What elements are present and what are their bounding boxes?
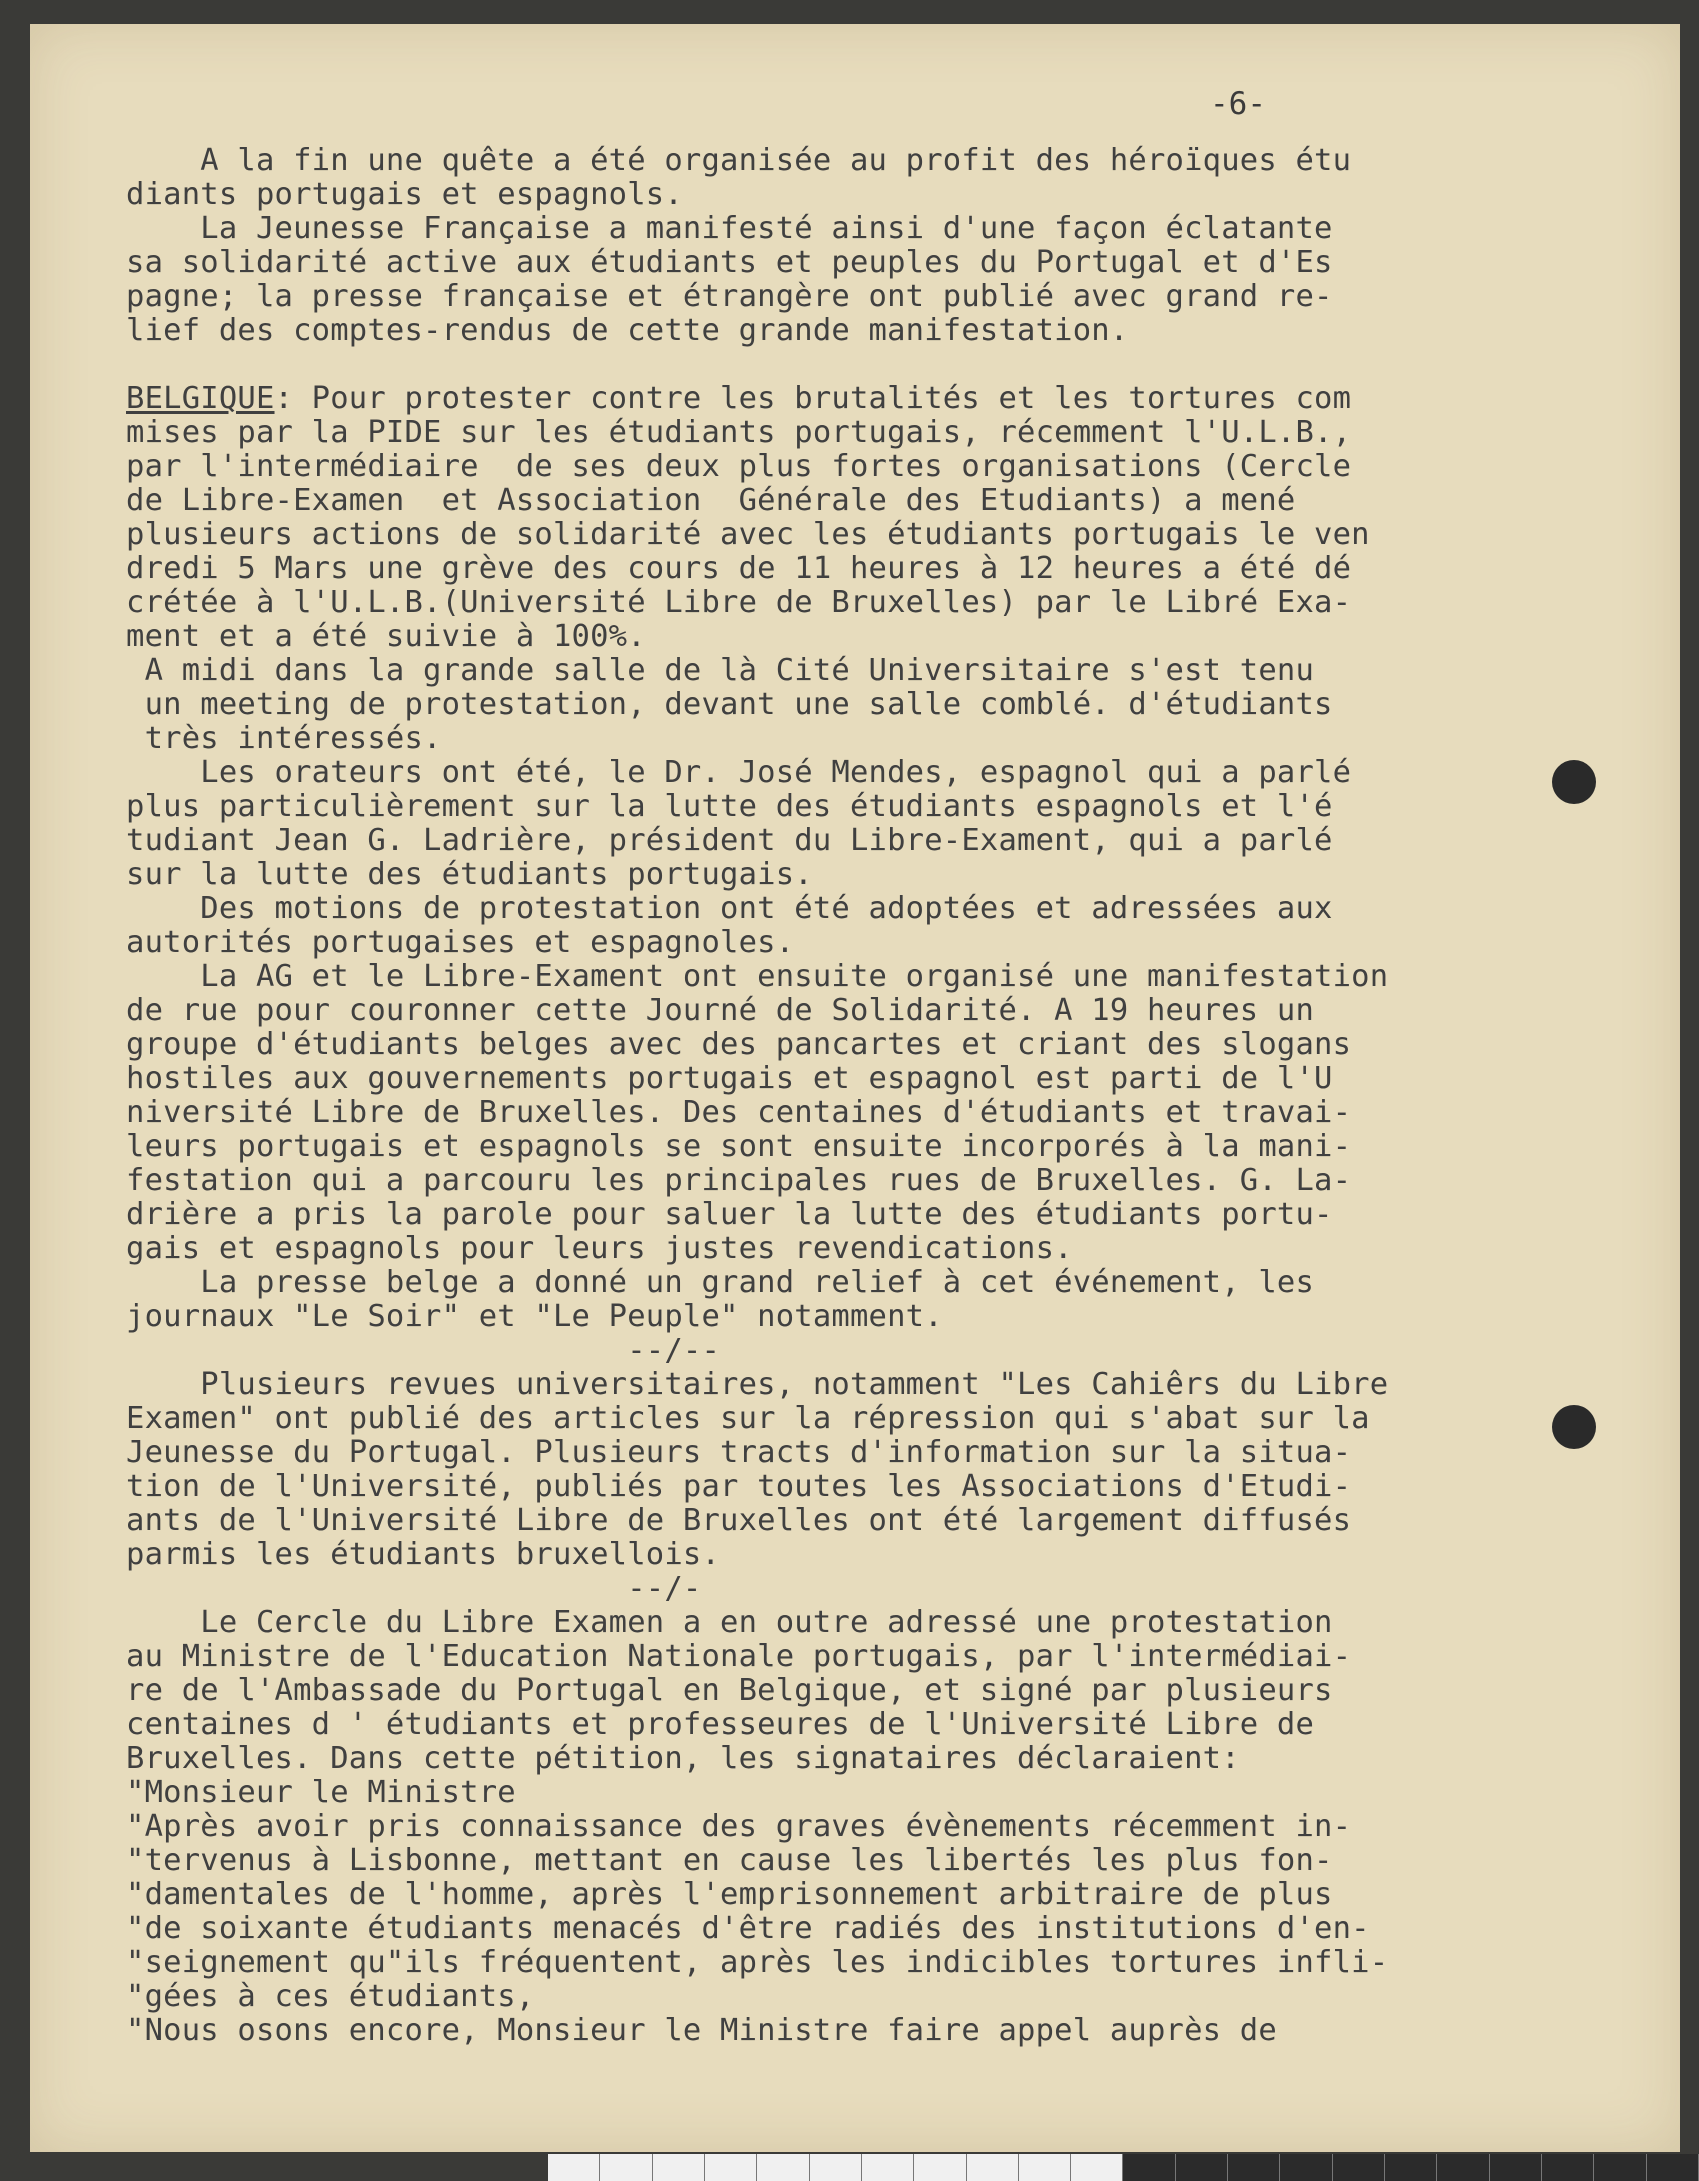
scale-segment — [1333, 2154, 1385, 2181]
text-line: : Pour protester contre les brutalités et les tortures com — [274, 381, 1352, 416]
document-page — [30, 24, 1680, 2152]
text-line: groupe d'étudiants belges avec des pancartes et criant des slogans — [126, 1027, 1352, 1062]
text-line: diants portugais et espagnols. — [126, 177, 683, 212]
scale-segment — [548, 2154, 600, 2181]
text-line: La presse belge a donné un grand relief à cet événement, les — [126, 1265, 1315, 1300]
text-line: A la fin une quête a été organisée au profit des héroïques étu — [126, 143, 1352, 178]
scale-segment — [1228, 2154, 1280, 2181]
scale-segment — [810, 2154, 862, 2181]
scale-segment — [653, 2154, 705, 2181]
scale-segment — [1490, 2154, 1542, 2181]
scale-segment — [757, 2154, 809, 2181]
text-line: de Libre-Examen et Association Générale des Etudiants) a mené — [126, 483, 1296, 518]
text-line: ment et a été suivie à 100%. — [126, 619, 646, 654]
text-line: drière a pris la parole pour saluer la lutte des étudiants portu- — [126, 1197, 1333, 1232]
text-line: "damentales de l'homme, après l'emprisonnement arbitraire de plus — [126, 1877, 1333, 1912]
text-line: pagne; la presse française et étrangère ont publié avec grand re- — [126, 279, 1333, 314]
separator: --/- — [126, 1571, 702, 1606]
text-line: Bruxelles. Dans cette pétition, les signataires déclaraient: — [126, 1741, 1240, 1776]
text-line: mises par la PIDE sur les étudiants portugais, récemment l'U.L.B., — [126, 415, 1352, 450]
scale-segment — [1280, 2154, 1332, 2181]
section-heading-belgique: BELGIQUE — [126, 381, 275, 416]
scale-segment — [1542, 2154, 1594, 2181]
scale-segment — [1176, 2154, 1228, 2181]
text-line: re de l'Ambassade du Portugal en Belgique, et signé par plusieurs — [126, 1673, 1333, 1708]
scale-segment — [1123, 2154, 1175, 2181]
scale-segment — [1647, 2154, 1699, 2181]
text-line: "Nous osons encore, Monsieur le Ministre faire appel auprès de — [126, 2013, 1277, 2048]
separator: --/-- — [126, 1333, 721, 1368]
color-scale-bar — [548, 2154, 1699, 2181]
text-line: journaux "Le Soir" et "Le Peuple" notamment. — [126, 1299, 943, 1334]
text-line: tudiant Jean G. Ladrière, président du Libre-Exament, qui a parlé — [126, 823, 1333, 858]
text-line: leurs portugais et espagnols se sont ensuite incorporés à la mani- — [126, 1129, 1352, 1164]
paragraph-gap — [126, 348, 1606, 382]
scale-segment — [705, 2154, 757, 2181]
scale-segment — [600, 2154, 652, 2181]
punch-hole — [1552, 1405, 1596, 1449]
punch-hole — [1552, 760, 1596, 804]
text-line: centaines d ' étudiants et professeures de l'Université Libre de — [126, 1707, 1315, 1742]
scale-segment — [1594, 2154, 1646, 2181]
scale-segment — [914, 2154, 966, 2181]
text-line: au Ministre de l'Education Nationale portugais, par l'intermédiai- — [126, 1639, 1352, 1674]
text-line: niversité Libre de Bruxelles. Des centaines d'étudiants et travai- — [126, 1095, 1352, 1130]
text-line: Examen" ont publié des articles sur la répression qui s'abat sur la — [126, 1401, 1370, 1436]
text-line: un meeting de protestation, devant une salle comblé. d'étudiants — [126, 687, 1333, 722]
text-line: "seignement qu"ils fréquentent, après les indicibles tortures infli- — [126, 1945, 1389, 1980]
text-line: La Jeunesse Française a manifesté ainsi d'une façon éclatante — [126, 211, 1333, 246]
scale-segment — [1071, 2154, 1123, 2181]
text-line: crétée à l'U.L.B.(Université Libre de Bruxelles) par le Libré Exa- — [126, 585, 1352, 620]
body-text — [126, 144, 1606, 2048]
text-line: gais et espagnols pour leurs justes revendications. — [126, 1231, 1073, 1266]
text-line: très intéressés. — [126, 721, 442, 756]
text-line: hostiles aux gouvernements portugais et espagnol est parti de l'U — [126, 1061, 1333, 1096]
belgique-paragraph-first-line — [126, 382, 1606, 416]
text-line: ants de l'Université Libre de Bruxelles ont été largement diffusés — [126, 1503, 1352, 1538]
text-line: festation qui a parcouru les principales rues de Bruxelles. G. La- — [126, 1163, 1352, 1198]
text-line: Jeunesse du Portugal. Plusieurs tracts d'information sur la situa- — [126, 1435, 1352, 1470]
text-line: Les orateurs ont été, le Dr. José Mendes, espagnol qui a parlé — [126, 755, 1352, 790]
text-line: sur la lutte des étudiants portugais. — [126, 857, 813, 892]
text-line: Le Cercle du Libre Examen a en outre adressé une protestation — [126, 1605, 1333, 1640]
text-line: plusieurs actions de solidarité avec les étudiants portugais le ven — [126, 517, 1370, 552]
page-number: -6- — [1210, 86, 1266, 122]
scale-segment — [1437, 2154, 1489, 2181]
text-line: Des motions de protestation ont été adoptées et adressées aux — [126, 891, 1333, 926]
text-line: plus particulièrement sur la lutte des étudiants espagnols et l'é — [126, 789, 1333, 824]
text-line: sa solidarité active aux étudiants et peuples du Portugal et d'Es — [126, 245, 1333, 280]
text-line: "gées à ces étudiants, — [126, 1979, 535, 2014]
text-line: "tervenus à Lisbonne, mettant en cause les libertés les plus fon- — [126, 1843, 1333, 1878]
text-line: autorités portugaises et espagnoles. — [126, 925, 795, 960]
scale-segment — [1019, 2154, 1071, 2181]
scale-segment — [967, 2154, 1019, 2181]
text-line: lief des comptes-rendus de cette grande manifestation. — [126, 313, 1129, 348]
scale-segment — [862, 2154, 914, 2181]
text-line: dredi 5 Mars une grève des cours de 11 heures à 12 heures a été dé — [126, 551, 1352, 586]
text-line: La AG et le Libre-Exament ont ensuite organisé une manifestation — [126, 959, 1389, 994]
text-line: Plusieurs revues universitaires, notamment "Les Cahiêrs du Libre — [126, 1367, 1389, 1402]
scale-segment — [1385, 2154, 1437, 2181]
text-line: "de soixante étudiants menacés d'être radiés des institutions d'en- — [126, 1911, 1370, 1946]
text-line: A midi dans la grande salle de là Cité Universitaire s'est tenu — [126, 653, 1315, 688]
text-line: par l'intermédiaire de ses deux plus fortes organisations (Cercle — [126, 449, 1352, 484]
text-line: parmis les étudiants bruxellois. — [126, 1537, 721, 1572]
text-line: "Monsieur le Ministre — [126, 1775, 516, 1810]
text-line: de rue pour couronner cette Journé de Solidarité. A 19 heures un — [126, 993, 1315, 1028]
text-line: tion de l'Université, publiés par toutes les Associations d'Etudi- — [126, 1469, 1352, 1504]
text-line: "Après avoir pris connaissance des graves évènements récemment in- — [126, 1809, 1352, 1844]
